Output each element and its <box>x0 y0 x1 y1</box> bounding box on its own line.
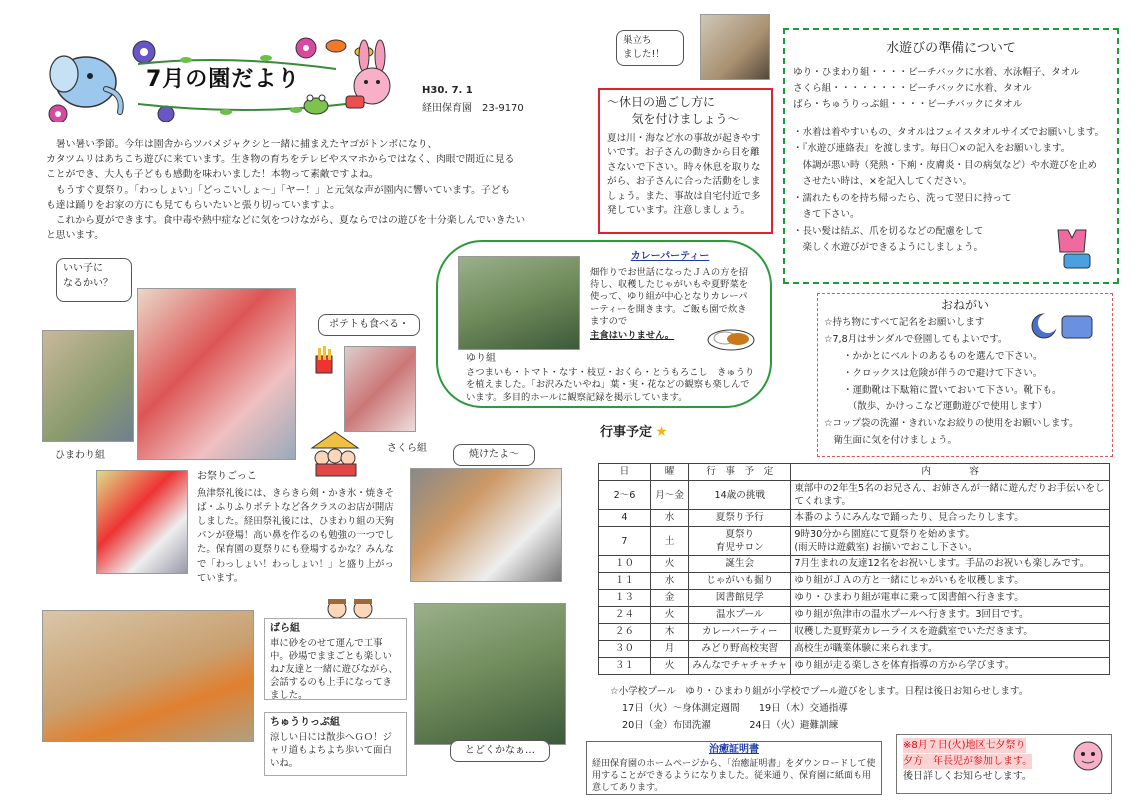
cell-detail: 高校生が職業体験に来られます。 <box>791 641 1110 658</box>
intro-line: これから夏ができます。食中毒や熱中症などに気をつけながら、夏ならではの遊びを十分楽しんでいきたい <box>46 215 526 227</box>
holiday-title-2: 気を付けましょう～ <box>631 112 740 127</box>
cell-dow: 土 <box>650 527 688 556</box>
speech-bubble-potato: ポテトも食べる・ <box>318 314 420 336</box>
intro-line: もうすぐ夏祭り。「わっしょい」「どっこいしょ～」「ヤー！」と元気な声が園内に響いています。子ども <box>46 184 511 196</box>
cell-day: ３１ <box>599 658 651 675</box>
speech-bubble-nest: 巣立ち ました!！ <box>616 30 684 66</box>
cell-detail: 9時30分から園庭にて夏祭りを始めます。 (雨天時は遊戯室) お揃いでおこし下さい。 <box>791 527 1110 556</box>
tanabata-line-3: 後日詳しくお知らせします。 <box>903 771 1032 782</box>
cell-day: 2～6 <box>599 481 651 510</box>
table-row <box>599 607 1110 624</box>
schedule-footer-line: 17日（火）～身体測定週間 19日（木）交通指導 <box>622 703 848 714</box>
chulip-text: 涼しい日には散歩へＧＯ！ジャリ道もよちよち歩いて面白いね。 <box>270 731 392 769</box>
speech-bubble-yaketa: 焼けたよ～ <box>453 444 535 466</box>
cell-day: １０ <box>599 556 651 573</box>
table-row <box>599 641 1110 658</box>
cell-dow: 月 <box>650 641 688 658</box>
holiday-box <box>598 88 773 234</box>
holiday-title-1: ～休日の過ごし方に <box>607 95 716 109</box>
schedule-title-text: 行事予定 <box>600 425 653 440</box>
cell-event: みどり野高校実習 <box>689 641 791 658</box>
schedule-table-wrap <box>598 463 1110 675</box>
curry-note: 主食はいりません。 <box>590 329 675 341</box>
tanabata-character-icon <box>1070 738 1106 774</box>
omatsuri-title: お祭りごっこ <box>197 471 257 482</box>
water-line: さくら組・・・・・・・・ビーチバックに水着、タオル <box>793 82 1032 94</box>
water-line: ゆり・ひまわり組・・・・ビーチバックに水着、水泳帽子、タオル <box>793 66 1080 78</box>
cell-event: 14歳の挑戦 <box>689 481 791 510</box>
request-line: ・かかとにベルトのあるものを選んで下さい。 <box>824 350 1043 362</box>
chulip-section <box>264 712 407 776</box>
issue-date: H30. 7. 1 <box>422 85 473 96</box>
schedule-footer-line: 20日（金）布団洗濯 24日（火）避難訓練 <box>622 720 839 731</box>
school-name: 経田保育園 23-9170 <box>422 103 524 114</box>
header-cell: 内 容 <box>791 464 1110 481</box>
table-row <box>599 590 1110 607</box>
speech-bubble-iiko: いい子に なるかい？ <box>56 258 132 302</box>
cell-dow: 火 <box>650 658 688 675</box>
cell-event: 温水プール <box>689 607 791 624</box>
chulip-title: ちゅうりっぷ組 <box>270 717 340 728</box>
cell-event: じゃがいも掘り <box>689 573 791 590</box>
schedule-footer <box>610 683 1028 734</box>
request-line: ・運動靴は下駄箱に置いておいて下さい。靴下も。 <box>824 384 1062 396</box>
photo-yakisoba <box>410 468 562 582</box>
cell-event: 夏祭り 育児サロン <box>689 527 791 556</box>
request-line: ・クロックスは危険が伴うので避けて下さい。 <box>824 367 1043 379</box>
tanabata-line-2: 夕方 年長児が参加します。 <box>903 755 1033 767</box>
cell-day: ２６ <box>599 624 651 641</box>
intro-line: カタツムリはあちこち遊びに来ています。生き物の育ちをテレビやスマホからではなく、肉眼で間近に見る <box>46 154 515 166</box>
header-cell: 行 事 予 定 <box>689 464 791 481</box>
cell-event: みんなでチャチャチャ <box>689 658 791 675</box>
star-icon: ★ <box>655 424 668 440</box>
water-note: 楽しく水遊びができるようにしましょう。 <box>793 242 984 254</box>
cell-detail: ゆり・ひまわり組が電車に乗って図書館へ行きます。 <box>791 590 1110 607</box>
cell-dow: 水 <box>650 510 688 527</box>
table-row <box>599 573 1110 590</box>
schedule-footer-line: ☆小学校プール ゆり・ひまわり組が小学校でプール遊びをします。日程は後日お知らせします。 <box>610 686 1029 697</box>
cell-dow: 水 <box>650 573 688 590</box>
cell-detail: 東部中の2年生5名のお兄さん、お姉さんが一緒に遊んだりお手伝いをしてくれます。 <box>791 481 1110 510</box>
photo-omatsuri <box>96 470 188 574</box>
header-banner <box>46 34 411 122</box>
omatsuri-text: 魚津祭礼後には、きらきら剣・かき氷・焼きそば・ふりふりポテトなど各クラスのお店が開店しました。経田祭礼後には、ひまわり組の天狗パンが登場！高い鼻を作るのも勉強の一つでした。保育園の夏祭りにも登場するかな？みんなで「わっしょい！わっしょい！」と盛り上がっています。 <box>197 487 394 584</box>
moon-clothes-icon <box>1030 312 1096 342</box>
cell-detail: 本番のようにみんなで踊ったり、見合ったりします。 <box>791 510 1110 527</box>
bara-section <box>264 618 407 700</box>
photo-yuri-garden <box>458 256 580 350</box>
photo-himawari-1 <box>42 330 134 442</box>
cell-dow: 月～金 <box>650 481 688 510</box>
cell-event: 図書館見学 <box>689 590 791 607</box>
speech-bubble-todoku: とどくかなぁ… <box>450 740 550 762</box>
intro-text <box>46 137 586 243</box>
table-row <box>599 527 1110 556</box>
curry-text: 畑作りでお世話になったＪＡの方を招待し、収穫したじゃがいもや夏野菜を使って、ゆり組が中心となりカレーパーティーを開きます。ご飯も園で炊きますので <box>590 266 749 328</box>
cell-detail: 収穫した夏野菜カレーライスを遊戯室でいただきます。 <box>791 624 1110 641</box>
header-cell: 曜 <box>650 464 688 481</box>
bara-kids-icon <box>325 598 380 620</box>
request-line: ☆持ち物にすべて記名をお願いします <box>824 317 985 329</box>
cell-detail: 7月生まれの友達12名をお祝いします。手品のお祝いも楽しみです。 <box>791 556 1110 573</box>
water-line: ばら・ちゅうりっぷ組・・・・ビーチバックにタオル <box>793 98 1023 110</box>
omatsuri-section <box>197 470 397 586</box>
yuri-text: さつまいも・トマト・なす・枝豆・おくら・とうもろこし きゅうりを植えました。「お沢みたいやね」葉・実・花などの観察も楽しんでいます。多目的ホールに観察記録を掲示しています。 <box>466 366 755 403</box>
cell-detail: ゆり組が魚津市の温水プールへ行きます。3回目です。 <box>791 607 1110 624</box>
cell-event: カレーパーティー <box>689 624 791 641</box>
intro-line: ことができ、大人も子どもも感動を味わいました！本物って素敵ですよね。 <box>46 169 379 181</box>
request-title: おねがい <box>940 298 989 312</box>
photo-swallow-nest <box>700 14 770 80</box>
cell-detail: ゆり組が走る楽しさを体育指導の方から学びます。 <box>791 658 1110 675</box>
header-cell: 日 <box>599 464 651 481</box>
bara-text: 車に砂をのせて運んで工事中。砂場でままごとも楽しいね♪友達と一緒に遊びながら、会話するのも上手になってきました。 <box>270 637 398 701</box>
water-note: ・『水遊び連絡表』を渡します。毎日〇×の記入をお願いします。 <box>793 143 1071 155</box>
request-line: ☆7,8月はサンダルで登園してもよいです。 <box>824 334 1008 346</box>
photo-himawari-2 <box>137 288 296 460</box>
table-row <box>599 510 1110 527</box>
cell-dow: 火 <box>650 556 688 573</box>
request-line: （散歩、かけっこなど運動遊びで使用します） <box>824 401 1048 413</box>
schedule-title <box>600 422 668 443</box>
cell-day: １１ <box>599 573 651 590</box>
frog-icon <box>304 95 328 114</box>
rabbit-icon <box>346 40 390 108</box>
intro-line: も達は踊りをお家の方にも見てもらいたいと張り切っていますよ。 <box>46 199 340 211</box>
cell-day: １３ <box>599 590 651 607</box>
photo-chulip-walk <box>414 603 566 745</box>
elephant-icon <box>50 56 121 112</box>
cell-dow: 木 <box>650 624 688 641</box>
cell-day: ３０ <box>599 641 651 658</box>
water-note: ・水着は着やすいもの、タオルはフェイスタオルサイズでお願いします。 <box>793 126 1105 138</box>
page-title: 7月の園だより <box>146 67 301 92</box>
water-note: 体調が悪い時（発熱・下痢・皮膚炎・目の病気など）や水遊びを止め <box>793 159 1098 171</box>
fries-icon <box>312 346 336 374</box>
cell-event: 誕生会 <box>689 556 791 573</box>
holiday-text: 夏は川・海など水の事故が起きやすいです。お子さんの動きから目を離さないで下さい。時々休息を取りながら、お子さんに合った活動をしましょう。また、事故は自宅付近で多発しています。注意しましょう。 <box>607 132 761 217</box>
cell-day: 4 <box>599 510 651 527</box>
table-row <box>599 624 1110 641</box>
bara-title: ばら組 <box>270 623 300 634</box>
schedule-table <box>598 463 1110 675</box>
intro-line: 暑い暑い季節。今年は園舎からツバメジャクシと一緒に捕まえたヤゴがトンボになり、 <box>46 139 438 150</box>
cell-dow: 火 <box>650 607 688 624</box>
yuri-title: ゆり組 <box>466 353 496 364</box>
water-note: ・長い髪は結ぶ、爪を切るなどの配慮をして <box>793 225 984 237</box>
label-sakura: さくら組 <box>387 443 427 454</box>
table-row <box>599 481 1110 510</box>
label-himawari: ひまわり組 <box>55 450 105 461</box>
curry-title: カレーパーティー <box>630 251 710 262</box>
cell-day: ２４ <box>599 607 651 624</box>
table-header-row <box>599 464 1110 481</box>
cell-dow: 金 <box>650 590 688 607</box>
certificate-title: 治癒証明書 <box>709 744 759 755</box>
cell-event: 夏祭り予行 <box>689 510 791 527</box>
table-row <box>599 658 1110 675</box>
water-note: きて下さい。 <box>793 209 860 221</box>
water-title: 水遊びの準備について <box>886 41 1016 56</box>
photo-bara-sandbox <box>42 610 254 742</box>
table-row <box>599 556 1110 573</box>
certificate-text: 経田保育園のホームページから、「治癒証明書」をダウンロードして使用することができるようになりました。従来通り、保育園に紙面も用意してあります。 <box>592 758 876 794</box>
swimsuit-icon <box>1052 226 1094 270</box>
yuri-section <box>466 352 756 404</box>
certificate-box <box>586 741 882 795</box>
intro-line: と思います。 <box>46 230 104 242</box>
request-line: ☆コップ袋の洗濯・きれいなお絞りの使用をお願いします。 <box>824 418 1079 430</box>
request-line: 衛生面に気を付けましょう。 <box>824 434 958 446</box>
tanabata-line-1: ※8月７日(火)地区七夕祭り <box>903 740 1026 751</box>
water-note: させたい時は、×を記入してください。 <box>793 176 972 188</box>
curry-plate-icon <box>706 322 756 352</box>
photo-sakura-potato <box>344 346 416 432</box>
cell-detail: ゆり組がＪＡの方と一緒にじゃがいもを収穫します。 <box>791 573 1110 590</box>
water-note: ・濡れたものを持ち帰ったら、洗って翌日に持って <box>793 192 1012 204</box>
cell-day: 7 <box>599 527 651 556</box>
